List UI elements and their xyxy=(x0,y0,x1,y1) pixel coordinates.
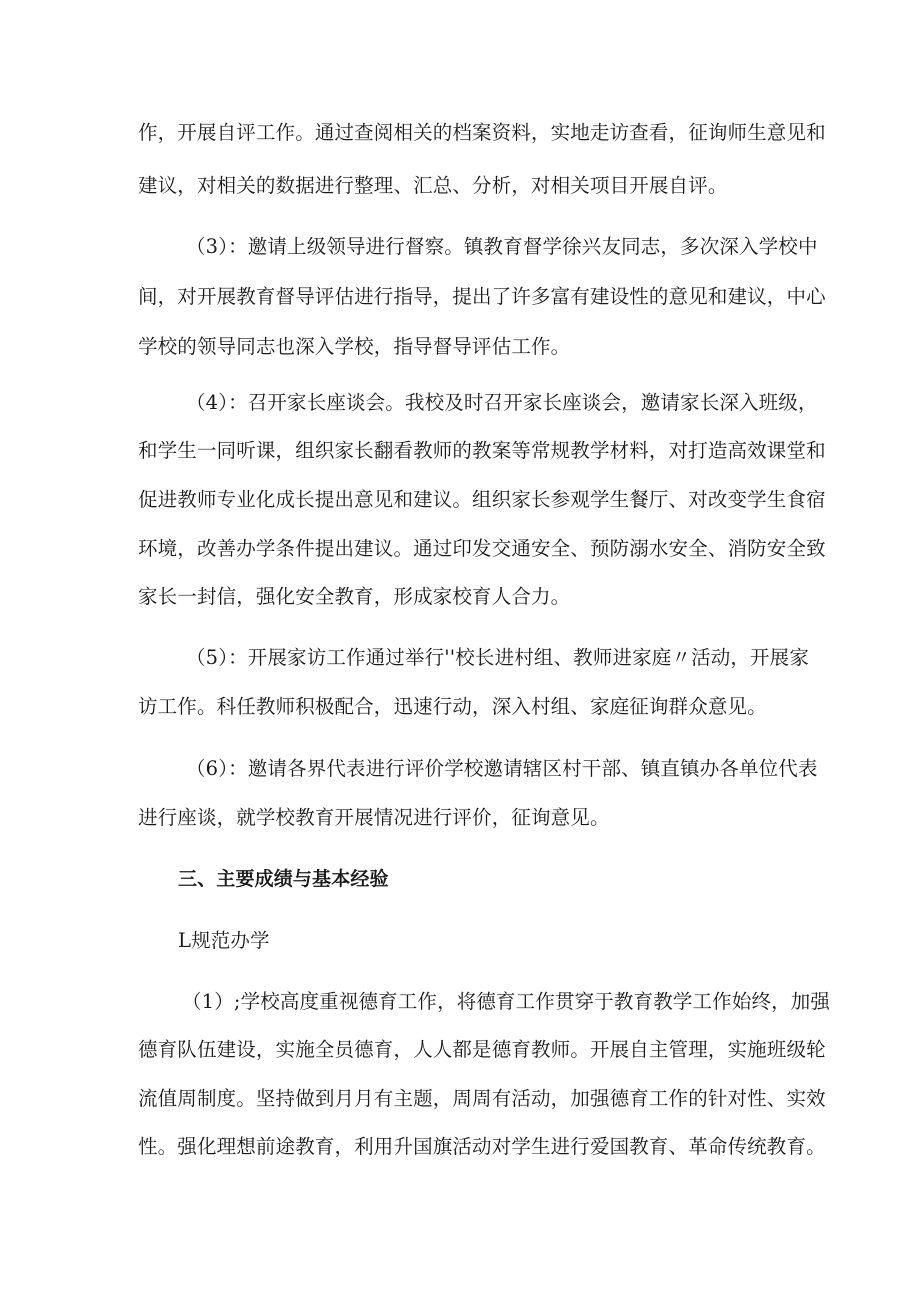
paragraph-3-line-3: 促进教师专业化成长提出意见和建议。组织家长参观学生餐厅、对改变学生食宿 xyxy=(138,488,826,511)
paragraph-2-line-1: （3）：邀请上级领导进行督察。镇教育督学徐兴友同志，多次深入学校中 xyxy=(186,235,818,258)
paragraph-5-line-2: 进行座谈，就学校教育开展情况进行评价，征询意见。 xyxy=(138,806,610,829)
paragraph-3-line-5: 家长一封信，强化安全教育，形成家校育人合力。 xyxy=(138,585,571,608)
paragraph-2-line-2: 间，对开展教育督导评估进行指导，提出了许多富有建设性的意见和建议，中心 xyxy=(138,285,826,308)
paragraph-6-line-2: 德育队伍建设，实施全员德育，人人都是德育教师。开展自主管理，实施班级轮 xyxy=(138,1038,826,1061)
paragraph-6-line-3: 流值周制度。坚持做到月月有主题，周周有活动，加强德育工作的针对性、实效 xyxy=(138,1087,826,1110)
subheading: L规范办学 xyxy=(178,929,270,952)
paragraph-6-line-1: （1）;学校高度重视德育工作，将德育工作贯穿于教育教学工作始终，加强 xyxy=(182,990,831,1013)
paragraph-1-line-1: 作，开展自评工作。通过查阅相关的档案资料，实地走访查看，征询师生意见和 xyxy=(138,121,826,144)
paragraph-4-line-1: （5）：开展家访工作通过举行''校长进村组、教师进家庭〃活动，开展家 xyxy=(186,646,809,669)
paragraph-3-line-2: 和学生一同听课，组织家长翻看教师的教案等常规教学材料，对打造高效课堂和 xyxy=(138,439,826,462)
paragraph-3-line-4: 环境，改善办学条件提出建议。通过印发交通安全、预防溺水安全、消防安全致 xyxy=(138,537,826,560)
paragraph-3-line-1: （4）：召开家长座谈会。我校及时召开家长座谈会，邀请家长深入班级， xyxy=(186,391,818,414)
paragraph-6-line-4: 性。强化理想前途教育，利用升国旗活动对学生进行爱国教育、革命传统教育。 xyxy=(138,1135,826,1158)
paragraph-1-line-2: 建议，对相关的数据进行整理、汇总、分析，对相关项目开展自评。 xyxy=(138,174,728,197)
paragraph-4-line-2: 访工作。科任教师积极配合，迅速行动，深入村组、家庭征询群众意见。 xyxy=(138,695,767,718)
paragraph-2-line-3: 学校的领导同志也深入学校，指导督导评估工作。 xyxy=(138,335,571,358)
section-heading: 三、主要成绩与基本经验 xyxy=(178,868,389,890)
paragraph-5-line-1: （6）：邀请各界代表进行评价学校邀请辖区村干部、镇直镇办各单位代表 xyxy=(186,757,818,780)
